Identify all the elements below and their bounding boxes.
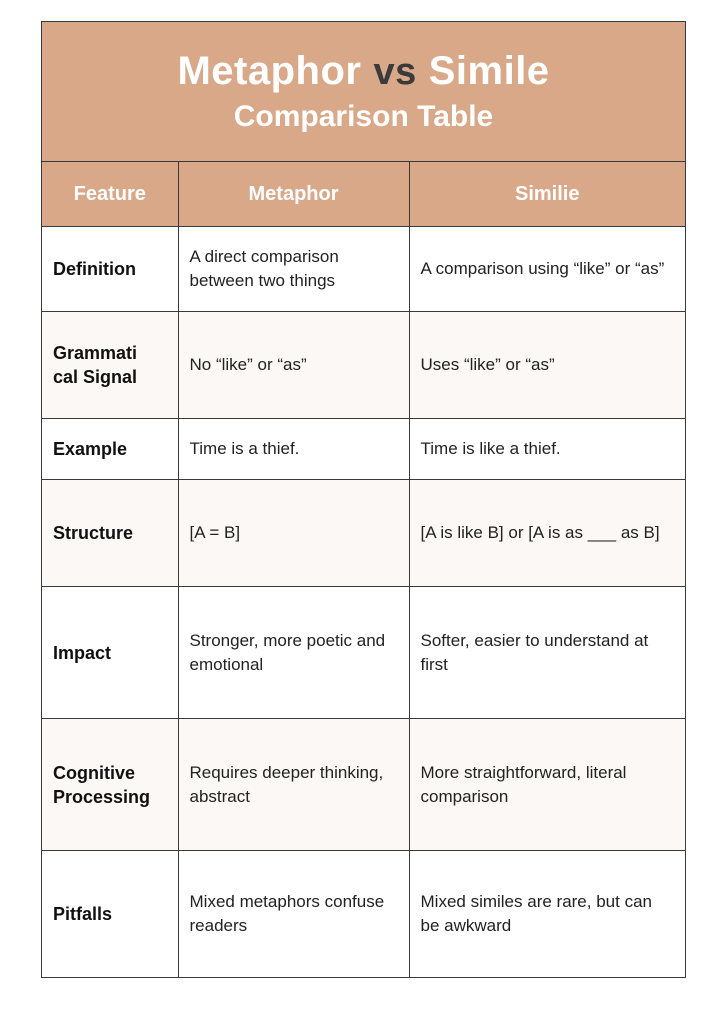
table-row-impact (42, 587, 685, 719)
feature-cell: Structure (42, 480, 178, 587)
table-row-grammatical-signal (42, 312, 685, 419)
simile-cell: A comparison using “like” or “as” (409, 227, 685, 312)
metaphor-cell: A direct comparison between two things (178, 227, 409, 312)
simile-cell: Softer, easier to understand at first (409, 587, 685, 719)
header-row (42, 162, 685, 227)
metaphor-cell: [A = B] (178, 480, 409, 587)
table-row-structure (42, 480, 685, 587)
header-simile: Similie (409, 162, 685, 227)
simile-cell: [A is like B] or [A is as ___ as B] (409, 480, 685, 587)
metaphor-cell: Stronger, more poetic and emotional (178, 587, 409, 719)
feature-cell: Definition (42, 227, 178, 312)
metaphor-cell: No “like” or “as” (178, 312, 409, 419)
metaphor-cell: Time is a thief. (178, 419, 409, 480)
simile-cell: Time is like a thief. (409, 419, 685, 480)
page-subtitle: Comparison Table (233, 100, 494, 133)
table-row-cognitive-processing (42, 719, 685, 851)
table-row-definition (42, 227, 685, 312)
feature-cell: Grammati cal Signal (42, 312, 178, 419)
feature-cell: Pitfalls (42, 851, 178, 977)
simile-cell: More straightforward, literal comparison (409, 719, 685, 851)
simile-cell: Uses “like” or “as” (409, 312, 685, 419)
feature-cell: Cognitive Processing (42, 719, 178, 851)
comparison-table (42, 162, 685, 977)
page-title (177, 49, 549, 94)
simile-cell: Mixed similes are rare, but can be awkward (420, 891, 652, 935)
comparison-sheet (41, 21, 686, 978)
table-row-example (42, 419, 685, 480)
title-vs: vs (373, 51, 417, 93)
feature-cell: Impact (42, 587, 178, 719)
metaphor-cell: Requires deeper thinking, abstract (178, 719, 409, 851)
feature-cell: Example (42, 419, 178, 480)
metaphor-cell: Mixed metaphors confuse readers (178, 851, 409, 977)
table-row-pitfalls (42, 851, 685, 977)
title-word-metaphor: Metaphor (177, 49, 362, 93)
title-word-simile: Simile (428, 49, 550, 93)
header-metaphor: Metaphor (178, 162, 409, 227)
title-banner (42, 22, 685, 162)
header-feature: Feature (42, 162, 178, 227)
